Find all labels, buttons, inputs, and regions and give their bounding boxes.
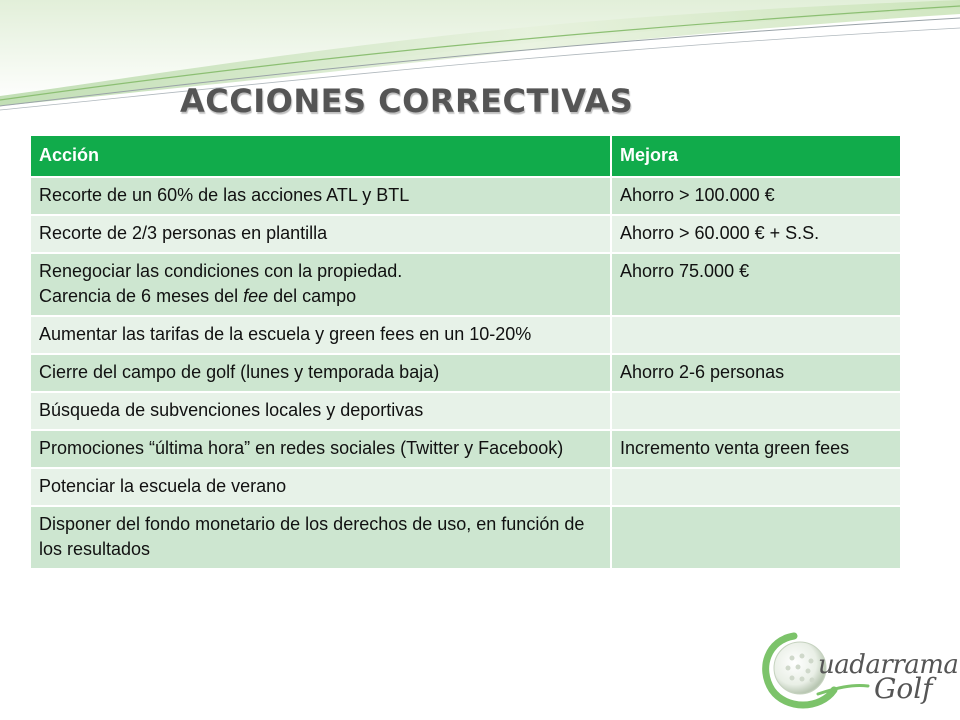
accion-cell: Recorte de 2/3 personas en plantilla	[31, 215, 611, 253]
accion-cell: Búsqueda de subvenciones locales y deportivas	[31, 392, 611, 430]
table-row	[31, 177, 901, 215]
accion-cell	[31, 253, 611, 316]
corrective-actions-table	[31, 136, 902, 570]
accion-cell: Aumentar las tarifas de la escuela y green fees en un 10-20%	[31, 316, 611, 354]
mejora-cell: Incremento venta green fees	[611, 430, 901, 468]
quadarrama-golf-logo	[756, 628, 959, 720]
mejora-cell: Ahorro > 60.000 € + S.S.	[611, 215, 901, 253]
table-row	[31, 316, 901, 354]
table-row	[31, 392, 901, 430]
table-row	[31, 506, 901, 569]
column-header-accion: Acción	[31, 136, 611, 177]
mejora-cell: Ahorro 75.000 €	[611, 253, 901, 316]
logo-text-secondary: Golf	[874, 672, 933, 705]
table-row	[31, 215, 901, 253]
table-row	[31, 468, 901, 506]
accion-line-2-emphasis: fee	[243, 286, 269, 306]
accion-cell: Disponer del fondo monetario de los derechos de uso, en función de los resultados	[31, 506, 611, 569]
column-header-mejora: Mejora	[611, 136, 901, 177]
mejora-cell	[611, 468, 901, 506]
mejora-cell: Ahorro > 100.000 €	[611, 177, 901, 215]
mejora-cell	[611, 506, 901, 569]
table-row	[31, 253, 901, 316]
accion-cell: Cierre del campo de golf (lunes y temporada baja)	[31, 354, 611, 392]
table-header-row	[31, 136, 901, 177]
corrective-actions-table-container	[31, 136, 901, 570]
mejora-cell	[611, 392, 901, 430]
table-row	[31, 430, 901, 468]
accion-cell: Potenciar la escuela de verano	[31, 468, 611, 506]
accion-line-2-post: del campo	[268, 286, 357, 306]
accion-cell: Recorte de un 60% de las acciones ATL y BTL	[31, 177, 611, 215]
accion-cell: Promociones “última hora” en redes sociales (Twitter y Facebook)	[31, 430, 611, 468]
page-title: ACCIONES CORRECTIVAS	[180, 82, 634, 120]
table-row	[31, 354, 901, 392]
logo-text-primary: uadarrama	[818, 650, 959, 680]
mejora-cell	[611, 316, 901, 354]
accion-line-1: Renegociar las condiciones con la propiedad.	[39, 261, 403, 281]
accion-line-2-pre: Carencia de 6 meses del	[39, 286, 244, 306]
mejora-cell: Ahorro 2-6 personas	[611, 354, 901, 392]
